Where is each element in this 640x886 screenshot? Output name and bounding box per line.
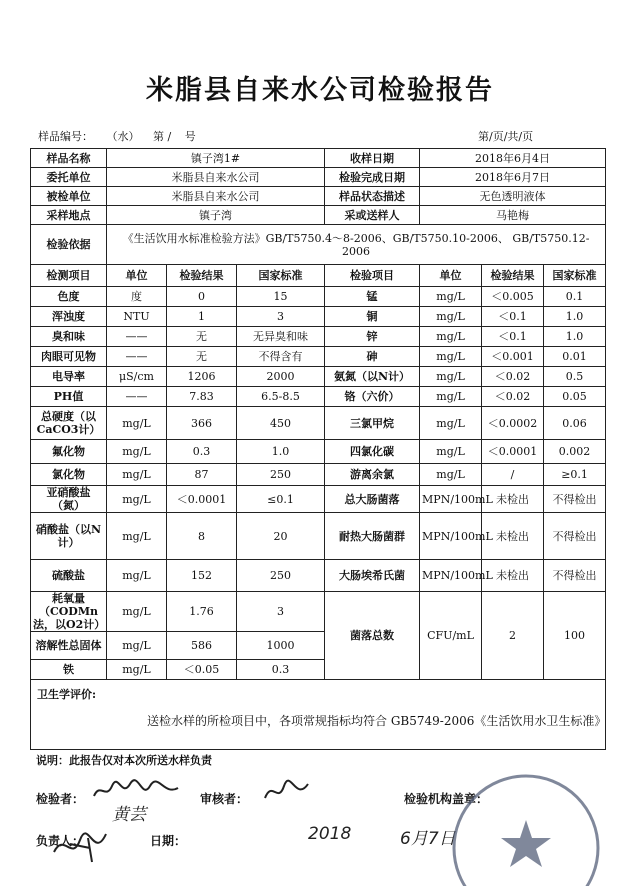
header-cell: 检验结果	[167, 265, 237, 287]
info-value: 米脂县自来水公司	[107, 187, 325, 206]
header-cell: 国家标准	[544, 265, 606, 287]
info-row	[31, 168, 606, 187]
info-value: 2018年6月4日	[420, 149, 606, 168]
info-label: 样品名称	[31, 149, 107, 168]
report-note: 说明：此报告仅对本次所送水样负责	[36, 754, 212, 767]
item-result: ＜0.1	[482, 327, 544, 347]
responsible-label: 负责人：	[36, 834, 85, 848]
item-name: 氨氮（以N计）	[325, 367, 420, 387]
item-result: 0.3	[167, 440, 237, 464]
sample-number-mid: 第 /	[153, 130, 172, 143]
item-standard: 0.06	[544, 407, 606, 440]
item-standard: 0.3	[237, 660, 325, 680]
item-result: 152	[167, 560, 237, 592]
info-value: 无色透明液体	[420, 187, 606, 206]
item-standard: 0.1	[544, 287, 606, 307]
header-cell: 检测项目	[31, 265, 107, 287]
item-unit: NTU	[107, 307, 167, 327]
item-unit: mg/L	[107, 464, 167, 486]
item-standard: 450	[237, 407, 325, 440]
reviewer-label: 审核者：	[200, 792, 249, 806]
sample-number-suffix: 号	[184, 130, 196, 143]
item-unit: mg/L	[107, 632, 167, 660]
table-row	[31, 560, 606, 592]
inspector-label: 检验者：	[36, 792, 85, 806]
table-row	[31, 327, 606, 347]
item-result: 无	[167, 347, 237, 367]
sample-number-label: 样品编号：	[38, 130, 93, 143]
basis-row	[31, 225, 606, 265]
info-value: 2018年6月7日	[420, 168, 606, 187]
item-unit: CFU/mL	[420, 592, 482, 680]
agency-stamp-label: 检验机构盖章：	[404, 792, 489, 806]
page-info: 第/页/共/页	[478, 130, 534, 143]
info-row	[31, 149, 606, 168]
item-result: 0	[167, 287, 237, 307]
table-row	[31, 592, 606, 632]
item-result: 586	[167, 632, 237, 660]
item-standard: 20	[237, 513, 325, 560]
item-unit: 度	[107, 287, 167, 307]
item-unit: mg/L	[107, 440, 167, 464]
item-result: 未检出	[482, 513, 544, 560]
item-name: 溶解性总固体	[31, 632, 107, 660]
info-label: 采或送样人	[325, 206, 420, 225]
header-cell: 检验项目	[325, 265, 420, 287]
item-unit: mg/L	[420, 287, 482, 307]
date-year-handwriting: 2018	[308, 824, 352, 844]
item-result: 2	[482, 592, 544, 680]
item-unit: mg/L	[107, 513, 167, 560]
info-label: 检验完成日期	[325, 168, 420, 187]
item-standard: 无异臭和味	[237, 327, 325, 347]
item-standard: 2000	[237, 367, 325, 387]
item-name: 四氯化碳	[325, 440, 420, 464]
info-value: 米脂县自来水公司	[107, 168, 325, 187]
item-standard: 3	[237, 307, 325, 327]
item-result: ＜0.02	[482, 367, 544, 387]
item-result: ＜0.02	[482, 387, 544, 407]
info-value: 马艳梅	[420, 206, 606, 225]
item-unit: mg/L	[420, 347, 482, 367]
evaluation-row	[31, 680, 606, 750]
item-name: 耐热大肠菌群	[325, 513, 420, 560]
info-value: 镇子湾1#	[107, 149, 325, 168]
report-title: 米脂县自来水公司检验报告	[146, 75, 494, 106]
item-unit: mg/L	[107, 560, 167, 592]
item-unit: MPN/100mL	[420, 560, 482, 592]
table-row	[31, 287, 606, 307]
item-result: ＜0.1	[482, 307, 544, 327]
item-standard: ≥0.1	[544, 464, 606, 486]
table-row	[31, 307, 606, 327]
basis-text: 《生活饮用水标准检验方法》GB/T5750.4～8-2006、GB/T5750.10-2006、 GB/T5750.12-2006	[107, 225, 606, 265]
item-unit: ——	[107, 387, 167, 407]
item-standard: 3	[237, 592, 325, 632]
item-standard: 1.0	[237, 440, 325, 464]
official-seal	[446, 768, 606, 886]
date-month-day-handwriting: 6月7日	[400, 829, 456, 849]
item-result: ＜0.05	[167, 660, 237, 680]
item-name: 三氯甲烷	[325, 407, 420, 440]
item-standard: 1.0	[544, 327, 606, 347]
item-name: 电导率	[31, 367, 107, 387]
item-name: 锌	[325, 327, 420, 347]
info-label: 采样地点	[31, 206, 107, 225]
item-name: 铁	[31, 660, 107, 680]
item-standard: 100	[544, 592, 606, 680]
item-result: 未检出	[482, 560, 544, 592]
table-row	[31, 407, 606, 440]
item-result: 7.83	[167, 387, 237, 407]
item-unit: mg/L	[107, 660, 167, 680]
header-cell: 国家标准	[237, 265, 325, 287]
item-name: 氟化物	[31, 440, 107, 464]
item-standard: 15	[237, 287, 325, 307]
item-unit: ——	[107, 327, 167, 347]
item-name: 臭和味	[31, 327, 107, 347]
item-name: 大肠埃希氏菌	[325, 560, 420, 592]
item-unit: mg/L	[420, 307, 482, 327]
item-result: 1206	[167, 367, 237, 387]
table-row	[31, 486, 606, 513]
item-result: /	[482, 464, 544, 486]
info-label: 收样日期	[325, 149, 420, 168]
responsible-signature	[50, 822, 120, 866]
header-row	[31, 265, 606, 287]
item-unit: mg/L	[420, 407, 482, 440]
item-unit: mg/L	[420, 387, 482, 407]
item-name: 硫酸盐	[31, 560, 107, 592]
table-row	[31, 347, 606, 367]
item-name: 菌落总数	[325, 592, 420, 680]
item-standard: 0.002	[544, 440, 606, 464]
item-result: ＜0.0001	[482, 440, 544, 464]
item-standard: 不得含有	[237, 347, 325, 367]
item-unit: mg/L	[420, 367, 482, 387]
reviewer-signature	[262, 778, 312, 806]
item-name: 总硬度（以CaCO3计）	[31, 407, 107, 440]
item-standard: 6.5-8.5	[237, 387, 325, 407]
table-row	[31, 464, 606, 486]
item-unit: ——	[107, 347, 167, 367]
evaluation-text: 送检水样的所检项目中，各项常规指标均符合 GB5749-2006《生活饮用水卫生标准》	[147, 713, 607, 728]
table-row	[31, 440, 606, 464]
table-row	[31, 387, 606, 407]
evaluation-cell	[31, 680, 606, 750]
item-standard: 不得检出	[544, 486, 606, 513]
info-row	[31, 206, 606, 225]
inspector-handwriting: 黄芸	[112, 805, 146, 825]
item-standard: 0.5	[544, 367, 606, 387]
sample-number-prefix: （水）	[106, 130, 140, 143]
item-result: 未检出	[482, 486, 544, 513]
item-name: 肉眼可见物	[31, 347, 107, 367]
item-result: ＜0.0002	[482, 407, 544, 440]
item-standard: 不得检出	[544, 560, 606, 592]
info-row	[31, 187, 606, 206]
sample-number	[38, 128, 206, 144]
item-name: 铬（六价）	[325, 387, 420, 407]
table-row	[31, 367, 606, 387]
item-result: 1.76	[167, 592, 237, 632]
item-standard: ≤0.1	[237, 486, 325, 513]
item-result: 8	[167, 513, 237, 560]
item-name: 砷	[325, 347, 420, 367]
item-result: 366	[167, 407, 237, 440]
item-name: 浑浊度	[31, 307, 107, 327]
item-result: 无	[167, 327, 237, 347]
item-standard: 0.01	[544, 347, 606, 367]
item-result: ＜0.001	[482, 347, 544, 367]
item-name: 总大肠菌落	[325, 486, 420, 513]
info-label: 样品状态描述	[325, 187, 420, 206]
date-label: 日期：	[150, 834, 187, 848]
item-result: ＜0.0001	[167, 486, 237, 513]
item-standard: 1000	[237, 632, 325, 660]
item-name: 游离余氯	[325, 464, 420, 486]
header-cell: 单位	[420, 265, 482, 287]
item-unit: mg/L	[107, 486, 167, 513]
item-name: 氯化物	[31, 464, 107, 486]
item-standard: 0.05	[544, 387, 606, 407]
info-value: 镇子湾	[107, 206, 325, 225]
report-table	[30, 148, 606, 750]
basis-label: 检验依据	[31, 225, 107, 265]
item-unit: MPN/100mL	[420, 513, 482, 560]
item-name: PH值	[31, 387, 107, 407]
item-name: 硝酸盐（以N计）	[31, 513, 107, 560]
item-unit: mg/L	[420, 464, 482, 486]
item-name: 亚硝酸盐（氮）	[31, 486, 107, 513]
item-result: 87	[167, 464, 237, 486]
item-result: ＜0.005	[482, 287, 544, 307]
header-cell: 检验结果	[482, 265, 544, 287]
item-unit: MPN/100mL	[420, 486, 482, 513]
table-row	[31, 513, 606, 560]
item-name: 铜	[325, 307, 420, 327]
item-standard: 250	[237, 464, 325, 486]
item-name: 耗氧量（CODMn法，以O2计）	[31, 592, 107, 632]
info-label: 委托单位	[31, 168, 107, 187]
item-name: 色度	[31, 287, 107, 307]
info-label: 被检单位	[31, 187, 107, 206]
item-unit: mg/L	[107, 592, 167, 632]
item-unit: mg/L	[420, 327, 482, 347]
item-unit: mg/L	[107, 407, 167, 440]
item-result: 1	[167, 307, 237, 327]
item-name: 锰	[325, 287, 420, 307]
item-standard: 不得检出	[544, 513, 606, 560]
item-standard: 1.0	[544, 307, 606, 327]
item-unit: mg/L	[420, 440, 482, 464]
item-unit: μS/cm	[107, 367, 167, 387]
item-standard: 250	[237, 560, 325, 592]
evaluation-label: 卫生学评价:	[37, 687, 97, 701]
header-cell: 单位	[107, 265, 167, 287]
